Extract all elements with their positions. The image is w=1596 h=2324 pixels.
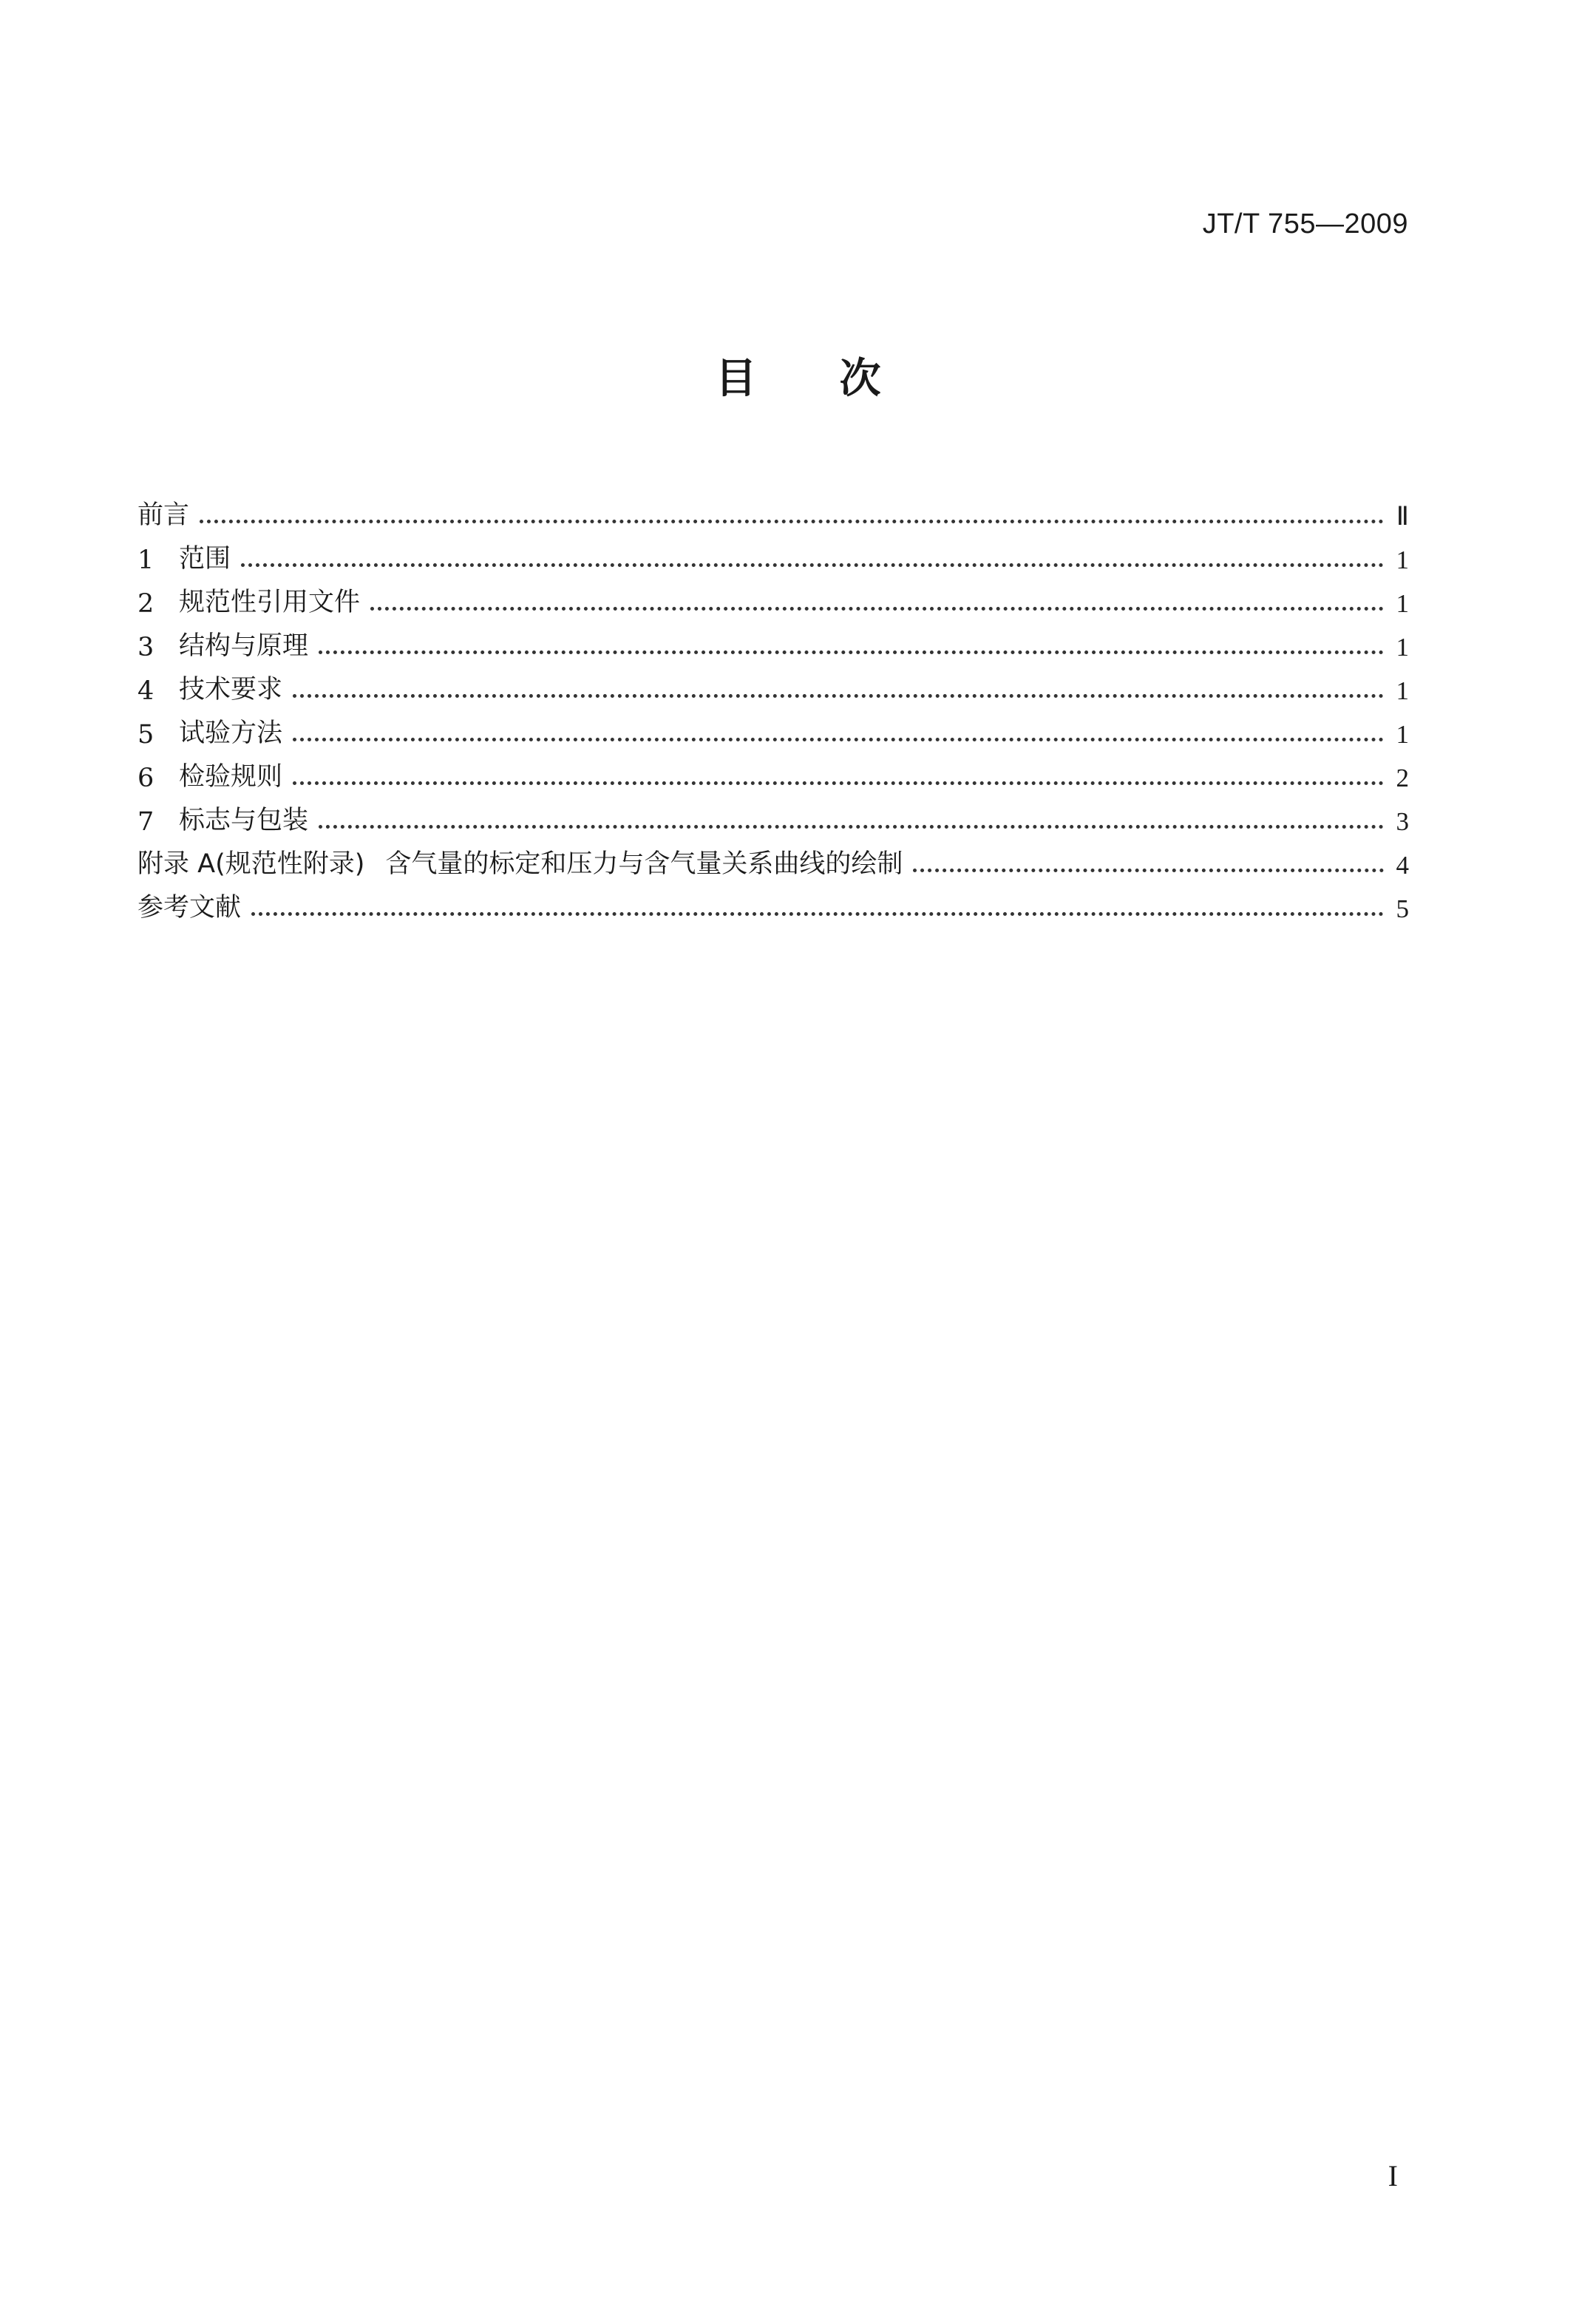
- toc-entry-number: 1: [137, 546, 154, 575]
- toc-entry-2[interactable]: [137, 575, 1409, 619]
- table-of-contents: [137, 488, 1409, 924]
- toc-entry-5[interactable]: [137, 706, 1409, 750]
- toc-entry-label: 结构与原理: [179, 631, 309, 661]
- toc-entry-page: 1: [1396, 589, 1409, 618]
- toc-entry-label: 标志与包装: [179, 806, 309, 835]
- toc-entry-page: 4: [1396, 851, 1409, 880]
- toc-entry-foreword[interactable]: [137, 488, 1409, 531]
- toc-leader: [913, 869, 1384, 872]
- standard-code: JT/T 755—2009: [1202, 208, 1408, 239]
- toc-entry-number: 6: [137, 764, 154, 793]
- toc-leader: [251, 912, 1384, 916]
- toc-entry-number: 4: [137, 676, 154, 706]
- toc-leader: [200, 520, 1384, 523]
- toc-entry-6[interactable]: [137, 750, 1409, 793]
- toc-entry-label: 范围: [179, 544, 231, 574]
- toc-leader: [319, 650, 1384, 654]
- toc-entry-3[interactable]: [137, 619, 1409, 662]
- toc-entry-number: 5: [137, 720, 154, 750]
- toc-entry-4[interactable]: [137, 662, 1409, 706]
- toc-entry-page: 1: [1396, 546, 1409, 574]
- page-number: I: [1388, 2159, 1398, 2192]
- toc-entry-label: 技术要求: [179, 675, 283, 704]
- toc-entry-prefix: 附录 A(规范性附录): [137, 849, 365, 879]
- toc-leader: [293, 781, 1384, 785]
- title-char-2: 次: [839, 355, 881, 403]
- toc-leader: [241, 563, 1384, 567]
- toc-entry-label: 参考文献: [137, 893, 242, 923]
- toc-entry-number: 3: [137, 633, 154, 662]
- toc-leader: [319, 825, 1384, 829]
- page-title: [0, 346, 1596, 405]
- toc-entry-number: 7: [137, 807, 154, 837]
- toc-entry-page: 1: [1396, 633, 1409, 662]
- toc-entry-page: 3: [1396, 807, 1409, 836]
- toc-entry-page: 1: [1396, 720, 1409, 749]
- toc-leader: [293, 694, 1384, 698]
- toc-entry-label: 含气量的标定和压力与含气量关系曲线的绘制: [385, 849, 903, 879]
- toc-entry-page: 1: [1396, 676, 1409, 705]
- toc-entry-number: 2: [137, 589, 154, 619]
- toc-entry-appendix-a[interactable]: [137, 837, 1409, 880]
- toc-entry-label: 规范性引用文件: [179, 588, 361, 617]
- toc-entry-label: 试验方法: [179, 718, 283, 748]
- toc-entry-label: 检验规则: [179, 762, 283, 792]
- toc-entry-page: Ⅱ: [1396, 502, 1409, 531]
- toc-leader: [370, 607, 1384, 611]
- toc-entry-references[interactable]: [137, 880, 1409, 924]
- toc-leader: [293, 738, 1384, 741]
- toc-entry-label: 前言: [137, 500, 190, 530]
- toc-entry-page: 5: [1396, 894, 1409, 923]
- toc-entry-page: 2: [1396, 764, 1409, 792]
- toc-entry-1[interactable]: [137, 531, 1409, 575]
- toc-entry-7[interactable]: [137, 793, 1409, 837]
- title-char-1: 目: [715, 355, 757, 403]
